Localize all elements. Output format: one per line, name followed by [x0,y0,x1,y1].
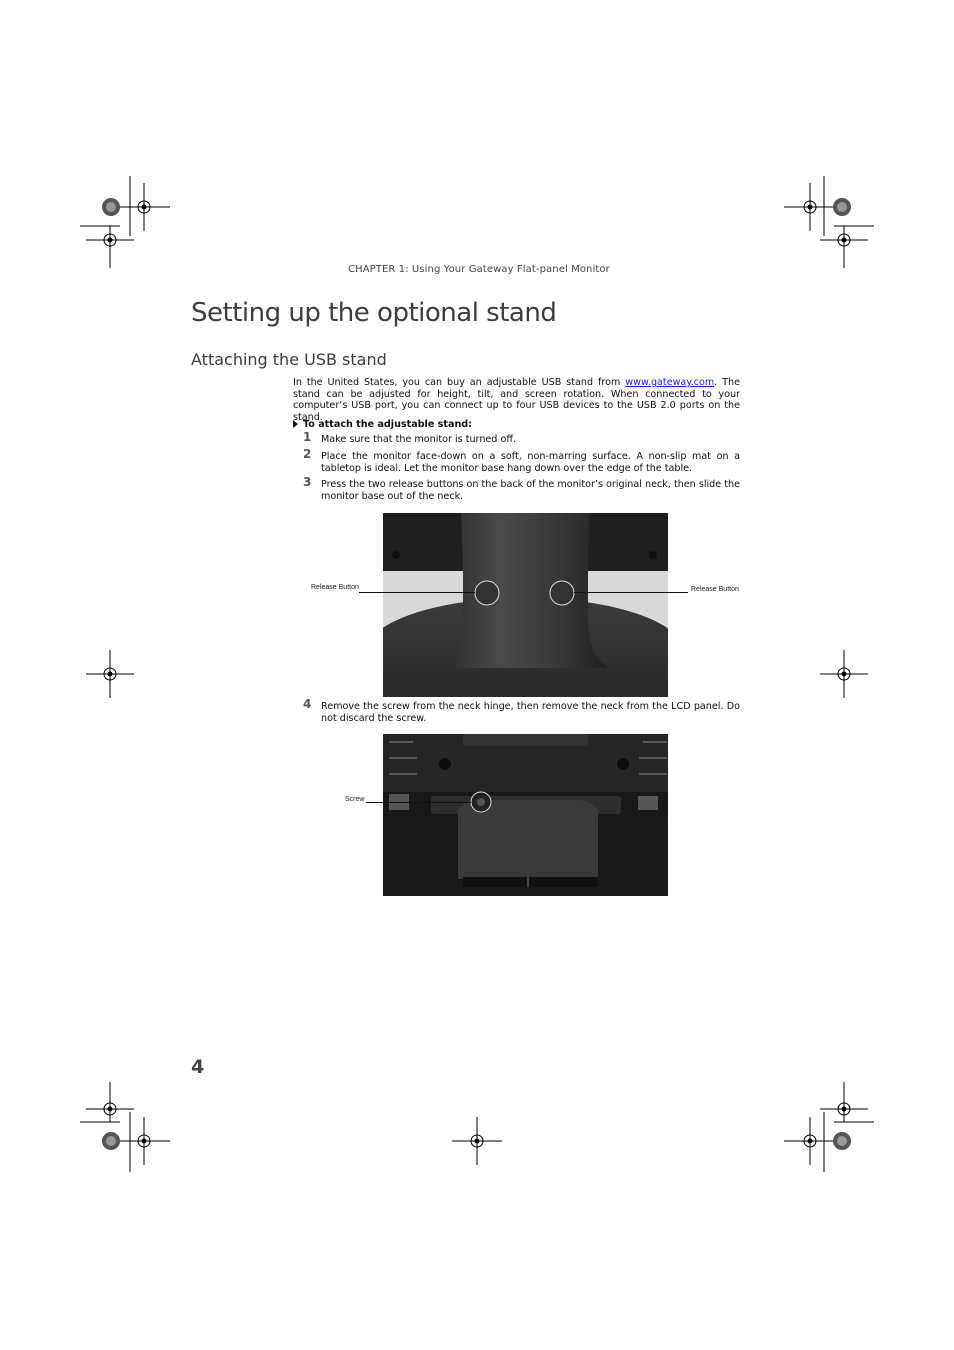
callout-release-button-right: Release Button [691,586,739,593]
step-text: Press the two release buttons on the back of the monitor’s original neck, then slide the monitor base out of the neck. [321,479,740,502]
step-text: Remove the screw from the neck hinge, then remove the neck from the LCD panel. Do not discard the screw. [321,701,740,724]
monitor-neck-illustration [383,513,668,697]
gateway-link[interactable]: www.gateway.com [625,377,715,388]
procedure-heading [293,419,472,430]
callout-line-right [574,592,688,593]
neck-hinge-illustration [383,734,668,896]
callout-screw: Screw [345,796,365,803]
intro-text-before: In the United States, you can buy an adjustable USB stand from [293,377,626,388]
callout-release-button-left: Release Button [311,584,359,591]
chapter-header: CHAPTER 1: Using Your Gateway Flat-panel Monitor [348,264,610,275]
step-number: 2 [303,447,312,461]
step-number: 4 [303,697,312,711]
triangle-bullet-icon [293,420,298,428]
intro-paragraph [293,377,740,423]
callout-line-left [359,592,475,593]
release-buttons-photo [383,513,668,697]
intro-text-after: . The stand can be adjusted for height, tilt, and screen rotation. When connected to your computer’s USB port, you can connect up to four USB devices to the USB 2.0 ports on the stand. [293,377,740,423]
step-number: 1 [303,430,312,444]
procedure-title: To attach the adjustable stand: [303,419,472,430]
step-number: 3 [303,475,312,489]
section-subtitle: Attaching the USB stand [191,350,387,369]
callout-line-screw [366,802,471,803]
step-text: Place the monitor face-down on a soft, non-marring surface. A non-slip mat on a tabletop is ideal. Let the monitor base hang down over the edge of the table. [321,451,740,474]
page-title: Setting up the optional stand [191,298,557,328]
step-text: Make sure that the monitor is turned off. [321,434,516,445]
neck-screw-photo [383,734,668,896]
page-number: 4 [191,1056,205,1078]
